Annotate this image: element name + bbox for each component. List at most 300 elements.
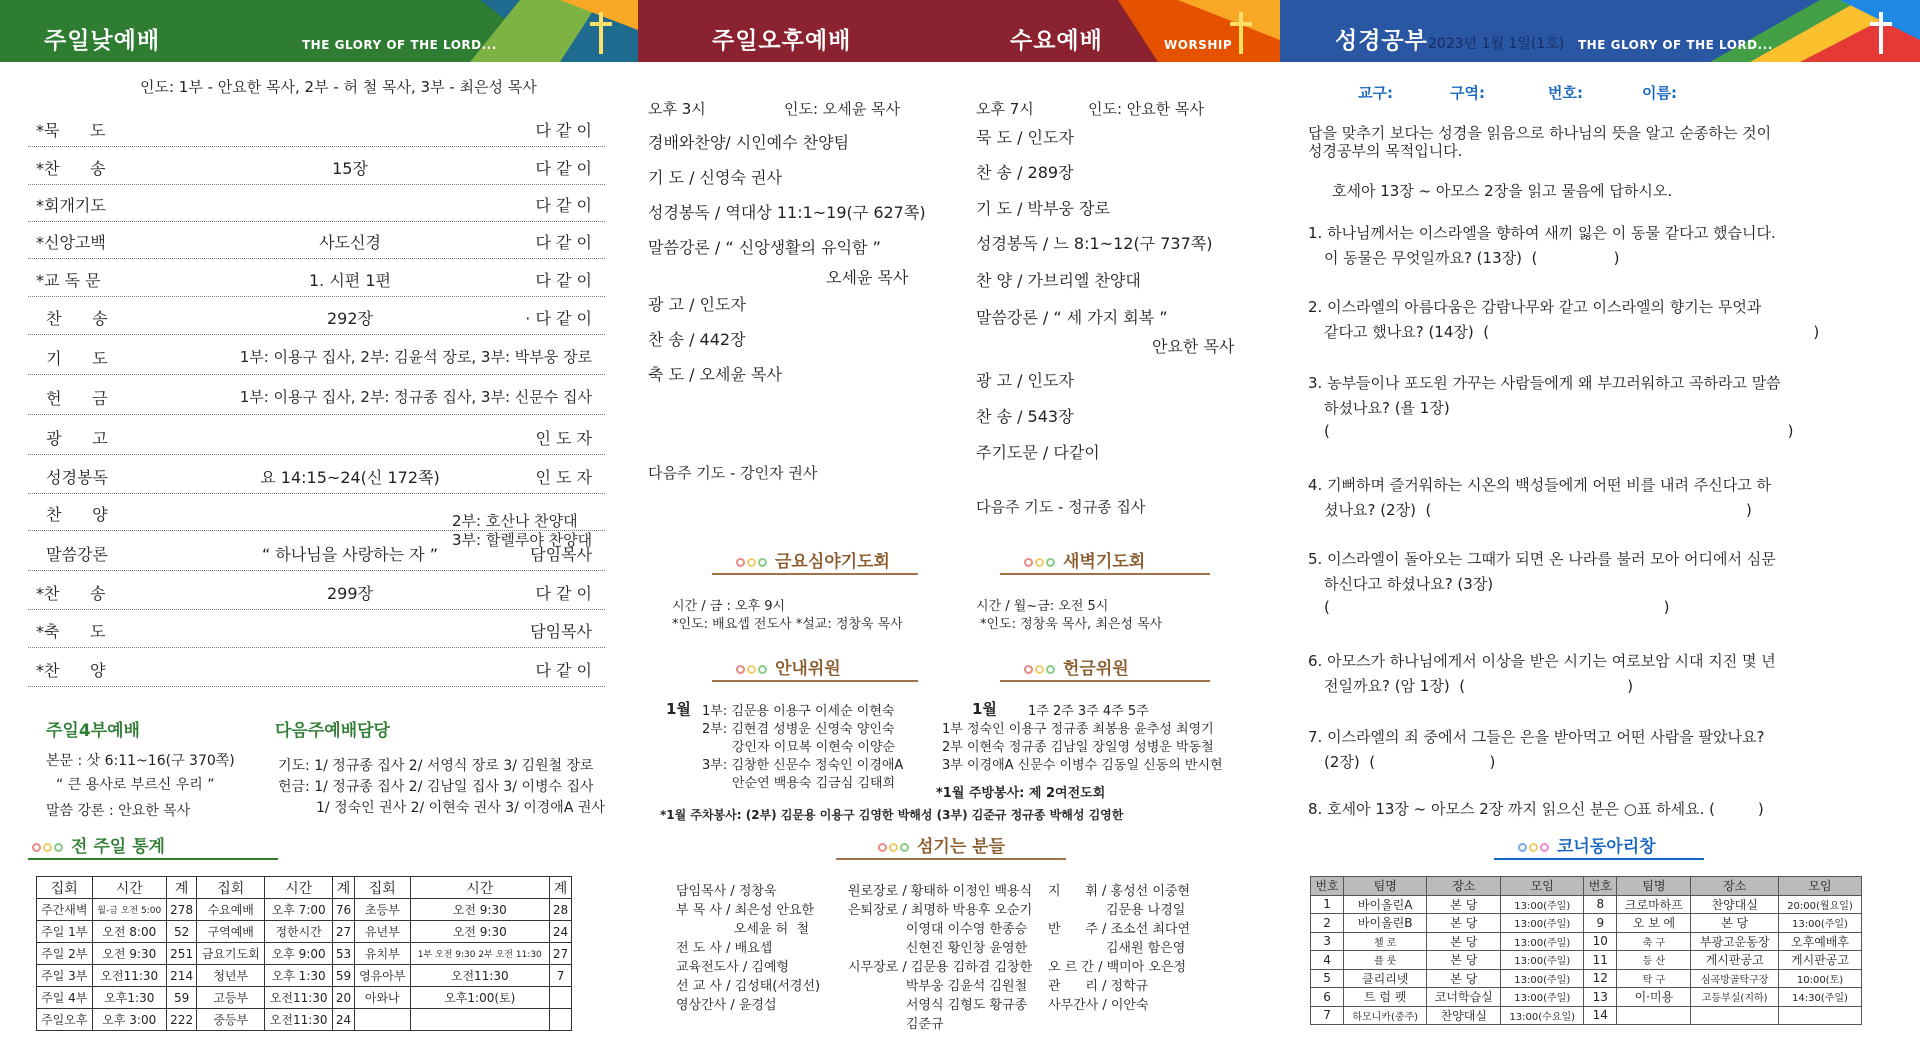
order-row — [30, 416, 602, 454]
table-cell: 중등부 — [197, 1009, 265, 1031]
s4-preacher: 말씀 강론 : 안요한 목사 — [46, 803, 191, 819]
table-cell: 27 — [550, 943, 572, 965]
table-cell: 금요기도회 — [197, 943, 265, 965]
table-cell: 8 — [1584, 895, 1617, 914]
servant-line: 부 목 사 / 최은성 안요한 — [676, 903, 815, 918]
header-morning-sub: THE GLORY OF THE LORD... — [302, 38, 497, 52]
section-next-week: 다음주예배담당 — [275, 721, 390, 741]
order-row — [30, 609, 602, 647]
servant-line: 선 교 사 / 김성태(서경선) — [676, 979, 821, 994]
kitchen-service: *1월 주방봉사: 제 2여전도회 — [936, 786, 1106, 801]
dots-icon — [878, 837, 911, 857]
field-name: 이름: — [1642, 84, 1677, 102]
afternoon-next: 다음주 기도 - 강인자 권사 — [648, 464, 818, 482]
table-cell — [550, 987, 572, 1009]
table-cell: 수요예배 — [197, 899, 265, 921]
guide-underline — [712, 680, 918, 682]
table-cell: 주일오후 — [37, 1009, 93, 1031]
guide-row: 2부: 김현겸 성병운 신영숙 양인숙 — [702, 722, 895, 737]
table-cell: 2 — [1311, 914, 1344, 933]
wed-line: 찬 송 / 543장 — [976, 407, 1074, 426]
offering-weeks: 1주 2주 3주 4주 5주 — [1028, 704, 1149, 719]
question-line: 같다고 했나요? (14장) ( ) — [1324, 323, 1820, 341]
table-cell: 고등부실(지하) — [1691, 988, 1779, 1007]
table-cell: 계 — [333, 877, 355, 899]
order-row — [30, 296, 602, 334]
order-person: 다 같 이 — [535, 661, 592, 680]
order-person: 다 같 이 — [535, 233, 592, 252]
servant-line: 담임목사 / 정창욱 — [676, 884, 777, 899]
table-cell: 20 — [333, 987, 355, 1009]
table-cell: 9 — [1584, 914, 1617, 933]
table-row — [37, 943, 572, 965]
order-person: 인 도 자 — [535, 429, 592, 448]
table-row — [37, 965, 572, 987]
table-cell: 심곡방골탁구장 — [1691, 969, 1779, 988]
table-cell: 계 — [550, 877, 572, 899]
table-row — [37, 921, 572, 943]
next-offering: 헌금: 1/ 정규종 집사 2/ 김남일 집사 3/ 이병수 집사 — [278, 779, 594, 795]
guide-month: 1월 — [666, 700, 691, 718]
question-line: 6. 아모스가 하나님에게서 이상을 받은 시기는 여로보암 시대 지진 몇 년 — [1308, 652, 1776, 670]
order-item: *찬 송 — [36, 584, 106, 603]
table-cell: 주일 2부 — [37, 943, 93, 965]
table-cell: 278 — [167, 899, 197, 921]
table-cell: 영유아부 — [355, 965, 411, 987]
order-person: 다 같 이 — [535, 271, 592, 290]
table-cell: 집회 — [37, 877, 93, 899]
dawn-underline — [1000, 573, 1210, 575]
servant-line: 은퇴장로 / 최명하 박용후 오순기 — [848, 903, 1033, 918]
parking-service: *1월 주차봉사: (2부) 김문용 이용구 김영한 박해성 (3부) 김준규 정규종 박해성 김영한 — [660, 808, 1124, 822]
table-cell: 본 당 — [1427, 932, 1501, 951]
field-district: 교구: — [1358, 84, 1393, 102]
order-item: 헌 금 — [36, 389, 108, 408]
afternoon-time: 오후 3시 — [648, 100, 706, 118]
order-row — [30, 376, 602, 414]
table-cell — [410, 1009, 550, 1031]
offering-title: 헌금위원 — [1063, 659, 1129, 679]
order-content: 292장 — [327, 309, 373, 328]
table-cell: 오전 8:00 — [92, 921, 167, 943]
table-cell: 24 — [333, 1009, 355, 1031]
order-row — [30, 648, 602, 686]
question-line: 8. 호세아 13장 ~ 아모스 2장 까지 읽으신 분은 ○표 하세요. ( ) — [1308, 800, 1764, 818]
afternoon-line: 기 도 / 신영숙 권사 — [648, 168, 782, 187]
order-item: 찬 송 — [36, 309, 108, 328]
servant-line: 지 휘 / 홍성선 이중현 — [1048, 884, 1191, 899]
table-cell: 13:00(주일) — [1501, 895, 1584, 914]
servant-line: 전 도 사 / 배요셉 — [676, 941, 773, 956]
table-cell: 주일 3부 — [37, 965, 93, 987]
s4-text: 본문 : 삿 6:11~16(구 370쪽) — [46, 753, 235, 769]
table-cell: 장소 — [1427, 877, 1501, 896]
order-item: *교 독 문 — [36, 271, 101, 290]
guide-row: 안순연 백용숙 김금심 김태희 — [732, 776, 896, 791]
order-item: *회개기도 — [36, 196, 106, 215]
wed-line: 안요한 목사 — [1152, 337, 1235, 356]
table-cell: 오후 9:00 — [265, 943, 333, 965]
bible-intro: 답을 맞추기 보다는 성경을 읽음으로 하나님의 뜻을 알고 순종하는 것이 — [1308, 124, 1772, 142]
servants-title: 섬기는 분들 — [917, 837, 1006, 857]
table-cell: 13 — [1584, 988, 1617, 1007]
table-cell: 3 — [1311, 932, 1344, 951]
servant-line: 교육전도사 / 김예형 — [676, 960, 790, 975]
table-cell: 10 — [1584, 932, 1617, 951]
servant-line: 시무장로 / 김문용 김하겸 김창한 — [848, 960, 1033, 975]
cross-icon — [590, 12, 612, 54]
header-bible — [1280, 0, 1920, 62]
table-row — [1311, 951, 1862, 970]
table-cell: 13:00(주일) — [1501, 932, 1584, 951]
question-line: 5. 이스라엘이 돌아오는 그때가 되면 온 나라를 불러 모아 어디에서 심문 — [1308, 550, 1776, 568]
table-cell: 바이올린A — [1344, 895, 1427, 914]
servant-line: 오 르 간 / 백미아 오은정 — [1048, 960, 1187, 975]
table-cell: 크로마하프 — [1617, 895, 1691, 914]
table-row — [1311, 988, 1862, 1007]
table-row — [1311, 877, 1862, 896]
order-content: 사도신경 — [319, 233, 381, 252]
question-line: 셨나요? (2장) ( ) — [1324, 501, 1752, 519]
table-cell: 222 — [167, 1009, 197, 1031]
servant-line: 서영식 김형도 황규종 — [848, 998, 1028, 1013]
order-row — [30, 220, 602, 258]
table-cell: 정한시간 — [265, 921, 333, 943]
table-row — [37, 987, 572, 1009]
order-item: *묵 도 — [36, 121, 106, 140]
order-row — [30, 336, 602, 374]
guide-row: 3부: 김창한 신문수 정숙인 이경애A — [702, 758, 904, 773]
question-line: 이 동물은 무엇일까요? (13장) ( ) — [1324, 249, 1620, 267]
table-cell: 24 — [550, 921, 572, 943]
table-cell: 청년부 — [197, 965, 265, 987]
order-person: 1부: 이용구 집사, 2부: 정규종 집사, 3부: 신문수 집사 — [239, 388, 592, 406]
order-person: 1부: 이용구 집사, 2부: 김윤석 장로, 3부: 박부웅 장로 — [239, 348, 592, 366]
order-row — [30, 455, 602, 493]
servant-line: 박부웅 김윤석 김원철 — [848, 979, 1028, 994]
section-servants — [878, 832, 1005, 857]
table-cell: 오후 3:00 — [92, 1009, 167, 1031]
afternoon-line: 오세윤 목사 — [826, 268, 909, 287]
table-cell: 플 룻 — [1344, 951, 1427, 970]
servant-line: 김문용 나경일 — [1048, 903, 1186, 918]
table-cell: 27 — [333, 921, 355, 943]
table-cell: 12 — [1584, 969, 1617, 988]
order-item: *찬 양 — [36, 661, 106, 680]
order-person: 다 같 이 — [535, 196, 592, 215]
next-prayer: 기도: 1/ 정규종 집사 2/ 서영식 장로 3/ 김원철 장로 — [278, 758, 594, 774]
table-cell: 4 — [1311, 951, 1344, 970]
order-item: 기 도 — [36, 349, 108, 368]
order-item: 광 고 — [36, 429, 108, 448]
afternoon-line: 경배와찬양/ 시인예수 찬양팀 — [648, 133, 850, 152]
afternoon-line: 성경봉독 / 역대상 11:1~19(구 627쪽) — [648, 203, 926, 222]
table-cell: 오전11:30 — [92, 965, 167, 987]
table-cell: 구역예배 — [197, 921, 265, 943]
header-wed-title: 수요예배 — [1010, 28, 1103, 54]
order-person: 인 도 자 — [535, 468, 592, 487]
section-offering — [1024, 654, 1129, 679]
table-cell: 59 — [167, 987, 197, 1009]
club-table — [1310, 876, 1862, 1025]
table-cell: 시간 — [92, 877, 167, 899]
table-cell: 13:00(주일) — [1501, 969, 1584, 988]
table-cell: 팀명 — [1617, 877, 1691, 896]
table-row — [1311, 1006, 1862, 1025]
table-cell: 팀명 — [1344, 877, 1427, 896]
wed-line: 찬 송 / 289장 — [976, 163, 1074, 182]
table-cell: 13:00(주일) — [1501, 914, 1584, 933]
dawn-title: 새벽기도회 — [1063, 552, 1146, 572]
table-row — [37, 877, 572, 899]
section-choir — [1518, 832, 1656, 857]
offering-row: 2부 이현숙 정규종 김남일 장일영 성병운 박동철 — [942, 740, 1214, 755]
table-cell: 게시판공고 — [1779, 951, 1862, 970]
table-cell: 찬양대실 — [1691, 895, 1779, 914]
question-line: 3. 농부들이나 포도원 가꾸는 사람들에게 왜 부끄러워하고 곡하라고 말씀 — [1308, 374, 1781, 392]
header-afternoon-title: 주일오후예배 — [712, 28, 852, 54]
wed-line: 찬 양 / 가브리엘 찬양대 — [976, 271, 1141, 290]
table-cell: 유년부 — [355, 921, 411, 943]
header-morning — [0, 0, 638, 62]
table-cell: 초등부 — [355, 899, 411, 921]
table-cell: 14 — [1584, 1006, 1617, 1025]
table-cell: 본 당 — [1427, 914, 1501, 933]
order-item: *신앙고백 — [36, 233, 106, 252]
morning-leaders: 인도: 1부 - 안요한 목사, 2부 - 허 철 목사, 3부 - 최은성 목사 — [140, 78, 537, 96]
order-item: 말씀강론 — [36, 545, 108, 564]
order-person: 담임목사 — [530, 545, 592, 564]
servant-line: 이영대 이수영 한종승 — [848, 922, 1028, 937]
header-afternoon — [638, 0, 1280, 62]
question-line: ( ) — [1324, 422, 1794, 440]
question-line: 7. 이스라엘의 죄 중에서 그들은 은을 받아먹고 어떤 사람을 팔았나요? — [1308, 728, 1765, 746]
table-cell: 장소 — [1691, 877, 1779, 896]
table-cell: 클리리넷 — [1344, 969, 1427, 988]
table-cell: 13:00(수요일) — [1501, 1006, 1584, 1025]
friday-title: 금요심야기도회 — [775, 552, 890, 572]
wed-line: 주기도문 / 다같이 — [976, 443, 1100, 462]
friday-leaders: *인도: 배요셉 전도사 *설교: 정창욱 목사 — [672, 617, 903, 632]
table-cell: 오후 1:30 — [265, 965, 333, 987]
offering-row: 3부 이경애A 신문수 이병수 김동일 신동의 반시현 — [942, 758, 1223, 773]
table-cell: 오전 9:30 — [92, 943, 167, 965]
order-row — [30, 258, 602, 296]
offering-month: 1월 — [972, 700, 997, 718]
table-cell: 14:30(주일) — [1779, 988, 1862, 1007]
header-bible-sub: THE GLORY OF THE LORD... — [1578, 38, 1773, 52]
table-cell: 28 — [550, 899, 572, 921]
table-cell — [355, 1009, 411, 1031]
table-cell: 6 — [1311, 988, 1344, 1007]
order-item: *찬 송 — [36, 159, 106, 178]
table-cell: 모임 — [1779, 877, 1862, 896]
table-cell: 오후1:00(토) — [410, 987, 550, 1009]
table-cell: 오 보 에 — [1617, 914, 1691, 933]
table-cell: 오후예배후 — [1779, 932, 1862, 951]
table-cell: 하모니카(중주) — [1344, 1006, 1427, 1025]
table-row — [1311, 932, 1862, 951]
servant-line: 반 주 / 조소선 최다연 — [1048, 922, 1191, 937]
dots-icon — [736, 659, 769, 679]
guide-row: 강인자 이묘복 이현숙 이양순 — [732, 740, 896, 755]
question-line: 2. 이스라엘의 아름다움은 감람나무와 같고 이스라엘의 향기는 무엇과 — [1308, 298, 1762, 316]
header-bible-date: 2023년 1월 1일(1호) — [1428, 36, 1565, 52]
servant-line: 김준규 — [848, 1017, 944, 1032]
field-number: 번호: — [1548, 84, 1583, 102]
dots-icon — [1024, 552, 1057, 572]
table-cell: 10:00(토) — [1779, 969, 1862, 988]
order-person: 담임목사 — [530, 622, 592, 641]
table-cell: 찬양대실 — [1427, 1006, 1501, 1025]
praise-choir-1: 2부: 호산나 찬양대 — [452, 512, 578, 530]
afternoon-line: 축 도 / 오세윤 목사 — [648, 365, 782, 384]
table-cell — [1779, 1006, 1862, 1025]
s4-title-text: “ 큰 용사로 부르신 우리 ” — [56, 777, 215, 793]
table-cell: 11 — [1584, 951, 1617, 970]
question-line: (2장) ( ) — [1324, 753, 1496, 771]
table-cell: 바이올린B — [1344, 914, 1427, 933]
wed-line: 성경봉독 / 느 8:1~12(구 737쪽) — [976, 234, 1213, 253]
servant-line: 사무간사 / 이안숙 — [1048, 998, 1149, 1013]
order-item: *축 도 — [36, 622, 106, 641]
question-line: 하신다고 하셨나요? (3장) — [1324, 575, 1494, 593]
table-cell: 축 구 — [1617, 932, 1691, 951]
table-cell: 53 — [333, 943, 355, 965]
table-cell: 오전 9:30 — [410, 899, 550, 921]
table-cell: 5 — [1311, 969, 1344, 988]
row-divider — [28, 414, 605, 415]
wed-line: 말씀강론 / “ 세 가지 회복 ” — [976, 308, 1168, 327]
table-cell: 코너학습실 — [1427, 988, 1501, 1007]
order-row — [30, 108, 602, 146]
table-cell: 1 — [1311, 895, 1344, 914]
table-row — [37, 899, 572, 921]
question-line: ( ) — [1324, 598, 1670, 616]
friday-time: 시간 / 금 : 오후 9시 — [672, 599, 786, 614]
question-line: 전일까요? (암 1장) ( ) — [1324, 677, 1634, 695]
section-dawn — [1024, 547, 1145, 572]
section-4th-service: 주일4부예배 — [46, 721, 140, 741]
stats-underline — [28, 858, 278, 860]
table-cell: 오전11:30 — [265, 1009, 333, 1031]
order-content: 15장 — [332, 159, 368, 178]
cross-icon — [1870, 12, 1892, 54]
table-cell: 13:00(주일) — [1779, 914, 1862, 933]
question-line: 1. 하나님께서는 이스라엘을 향하여 새끼 잃은 이 동물 같다고 했습니다. — [1308, 224, 1776, 242]
table-cell: 본 당 — [1427, 951, 1501, 970]
row-divider — [28, 374, 605, 375]
bible-intro: 성경공부의 목적입니다. — [1308, 142, 1463, 160]
dots-icon — [1518, 837, 1551, 857]
order-content: 299장 — [327, 584, 373, 603]
table-cell: 계 — [167, 877, 197, 899]
order-person: 다 같 이 — [535, 159, 592, 178]
header-wed-sub: WORSHIP — [1164, 38, 1233, 52]
field-zone: 구역: — [1450, 84, 1485, 102]
order-row — [30, 571, 602, 609]
table-cell: 7 — [1311, 1006, 1344, 1025]
dawn-leaders: *인도: 정창욱 목사, 최은성 목사 — [980, 617, 1163, 632]
order-row — [30, 183, 602, 221]
table-cell: 부광고운동장 — [1691, 932, 1779, 951]
offering-underline — [1000, 680, 1210, 682]
table-row — [1311, 969, 1862, 988]
servant-line: 신현진 황인창 윤영한 — [848, 941, 1028, 956]
table-cell — [1691, 1006, 1779, 1025]
order-row — [30, 146, 602, 184]
table-cell: 집회 — [355, 877, 411, 899]
offering-row: 1부 정숙인 이용구 정규종 최봉용 윤추성 최영기 — [942, 722, 1214, 737]
choir-underline — [1494, 858, 1704, 860]
order-person: 다 같 이 — [535, 584, 592, 603]
table-cell: 번호 — [1584, 877, 1617, 896]
table-cell: 월-금 오전 5:00 — [92, 899, 167, 921]
order-person: 다 같 이 — [535, 121, 592, 140]
afternoon-leader: 인도: 오세윤 목사 — [784, 100, 901, 118]
servants-underline — [836, 858, 1066, 860]
guide-row: 1부: 김문용 이용구 이세순 이현숙 — [702, 704, 895, 719]
table-cell: 오전 9:30 — [410, 921, 550, 943]
table-cell: 집회 — [197, 877, 265, 899]
table-cell: 1부 오전 9:30 2부 오전 11:30 — [410, 943, 550, 965]
table-cell: 오전11:30 — [265, 987, 333, 1009]
table-cell: 오후 7:00 — [265, 899, 333, 921]
table-row — [1311, 914, 1862, 933]
table-cell: 주일 4부 — [37, 987, 93, 1009]
stats-title: 전 주일 통계 — [71, 837, 165, 857]
next-offering-2: 1/ 정숙인 권사 2/ 이현숙 권사 3/ 이경애A 권사 — [316, 800, 605, 816]
table-cell: 모임 — [1501, 877, 1584, 896]
table-cell: 고등부 — [197, 987, 265, 1009]
table-cell: 본 당 — [1691, 914, 1779, 933]
table-cell: 오후1:30 — [92, 987, 167, 1009]
wed-line: 기 도 / 박부웅 장로 — [976, 199, 1110, 218]
table-row — [1311, 895, 1862, 914]
section-stats — [32, 832, 165, 857]
servant-line: 관 리 / 정학규 — [1048, 979, 1149, 994]
table-row — [37, 1009, 572, 1031]
table-cell: 유치부 — [355, 943, 411, 965]
table-cell: 오전11:30 — [410, 965, 550, 987]
order-content: 1. 시편 1편 — [309, 271, 391, 290]
table-cell: 시간 — [410, 877, 550, 899]
header-bible-title: 성경공부 — [1335, 28, 1428, 54]
table-cell: 트 럼 펫 — [1344, 988, 1427, 1007]
table-cell: 등 산 — [1617, 951, 1691, 970]
order-person: · 다 같 이 — [525, 309, 592, 328]
table-cell: 본 당 — [1427, 969, 1501, 988]
question-line: 하셨나요? (욜 1장) — [1324, 399, 1450, 417]
cross-icon — [1230, 12, 1252, 54]
servant-line: 오세윤 허 철 — [676, 922, 810, 937]
table-cell: 주일 1부 — [37, 921, 93, 943]
wed-line: 광 고 / 인도자 — [976, 371, 1074, 390]
table-cell: 아와나 — [355, 987, 411, 1009]
table-cell: 13:00(주일) — [1501, 988, 1584, 1007]
servant-line: 영상간사 / 윤경섭 — [676, 998, 777, 1013]
table-cell: 52 — [167, 921, 197, 943]
table-cell: 7 — [550, 965, 572, 987]
table-cell: 시간 — [265, 877, 333, 899]
afternoon-line: 말씀강론 / “ 신앙생활의 유익함 ” — [648, 238, 881, 257]
order-item: 성경봉독 — [36, 468, 108, 487]
dawn-time: 시간 / 월~금: 오전 5시 — [976, 599, 1109, 614]
praise-choir-2: 3부: 할렐루야 찬양대 — [452, 531, 593, 549]
table-cell: 20:00(월요일) — [1779, 895, 1862, 914]
dots-icon — [1024, 659, 1057, 679]
table-cell: 탁 구 — [1617, 969, 1691, 988]
